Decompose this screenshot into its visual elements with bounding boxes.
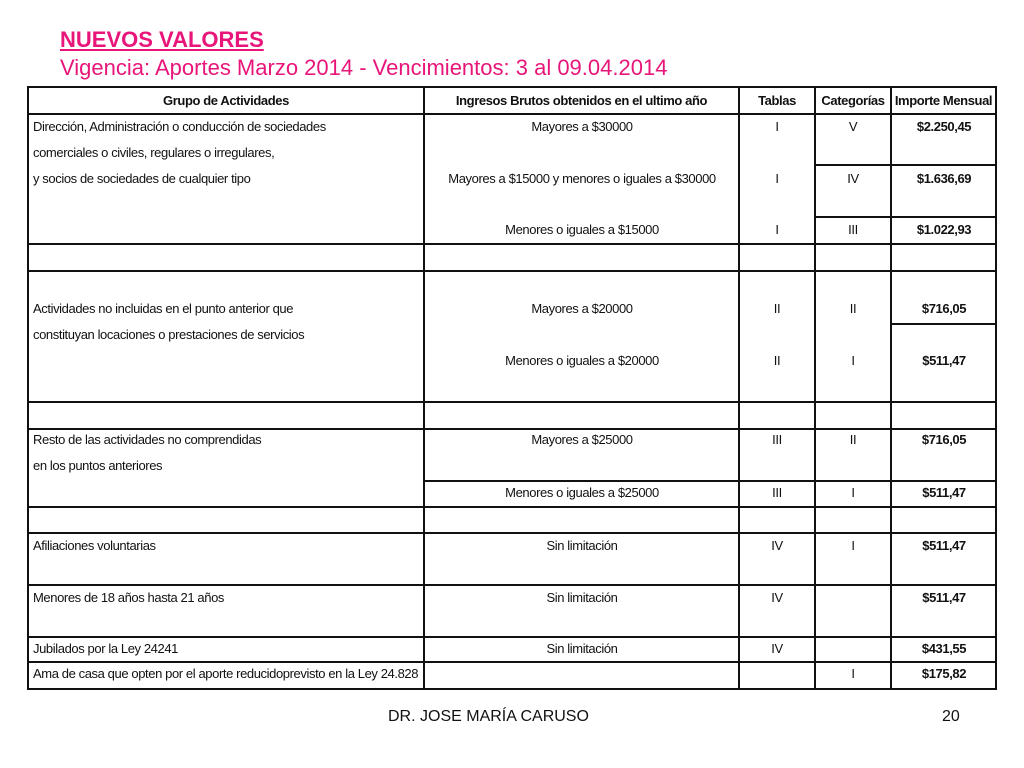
tablas-cell: I: [775, 119, 779, 134]
row-divider: [29, 661, 995, 663]
group-description: Dirección, Administración o conducción de sociedades: [33, 119, 326, 134]
tablas-cell: IV: [771, 538, 783, 553]
importe-cell: $511,47: [922, 485, 966, 500]
row-divider: [29, 401, 995, 403]
tablas-cell: IV: [771, 590, 783, 605]
row-divider: [423, 480, 995, 482]
ingresos-cell: Mayores a $30000: [531, 119, 633, 134]
ingresos-cell: Sin limitación: [546, 590, 618, 605]
footer-author: DR. JOSE MARÍA CARUSO: [388, 708, 589, 725]
row-divider: [814, 164, 995, 166]
row-divider: [29, 113, 995, 115]
importe-cell: $1.636,69: [916, 171, 972, 186]
page-title: NUEVOS VALORES: [60, 27, 264, 52]
ingresos-cell: Mayores a $20000: [531, 301, 633, 316]
categoria-cell: IV: [847, 171, 859, 186]
group-description: Actividades no incluidas en el punto anterior que: [33, 301, 294, 316]
values-table: [27, 86, 997, 690]
tablas-cell: II: [773, 353, 781, 368]
importe-cell: $716,05: [921, 432, 967, 447]
row-divider: [29, 584, 995, 586]
row-divider: [890, 323, 995, 325]
row-divider: [29, 506, 995, 508]
group-description: Resto de las actividades no comprendidas: [33, 432, 262, 447]
ingresos-cell: Sin limitación: [546, 641, 618, 656]
tablas-cell: III: [772, 432, 782, 447]
tablas-cell: IV: [771, 641, 783, 656]
tablas-cell: II: [773, 301, 781, 316]
row-divider: [29, 532, 995, 534]
group-description: en los puntos anteriores: [33, 458, 163, 473]
ingresos-cell: Menores o iguales a $20000: [505, 353, 659, 368]
categoria-cell: I: [851, 353, 855, 368]
categoria-cell: II: [849, 432, 857, 447]
tablas-cell: III: [772, 485, 782, 500]
ingresos-cell: Mayores a $25000: [531, 432, 633, 447]
header-importe: Importe Mensual: [894, 93, 993, 108]
row-divider: [29, 270, 995, 272]
row-divider: [29, 243, 995, 245]
group-description: Afiliaciones voluntarias: [33, 538, 156, 553]
categoria-cell: II: [849, 301, 857, 316]
page-subtitle: Vigencia: Aportes Marzo 2014 - Vencimientos: 3 al 09.04.2014: [60, 55, 668, 80]
importe-cell: $511,47: [922, 538, 966, 553]
ingresos-cell: Menores o iguales a $15000: [505, 222, 659, 237]
group-description: Ama de casa que opten por el aporte reducidoprevisto en la Ley 24.828: [33, 666, 419, 681]
group-description: Jubilados por la Ley 24241: [33, 641, 178, 656]
importe-cell: $1.022,93: [916, 222, 972, 237]
importe-cell: $511,47: [922, 590, 966, 605]
header-tablas: Tablas: [758, 93, 796, 108]
ingresos-cell: Sin limitación: [546, 538, 618, 553]
row-divider: [29, 636, 995, 638]
header-categorias: Categorías: [821, 93, 885, 108]
categoria-cell: V: [848, 119, 858, 134]
header-ingresos: Ingresos Brutos obtenidos en el ultimo año: [455, 93, 708, 108]
importe-cell: $716,05: [921, 301, 967, 316]
header-grupo: Grupo de Actividades: [163, 93, 289, 108]
tablas-cell: I: [775, 222, 779, 237]
group-description: constituyan locaciones o prestaciones de servicios: [33, 327, 305, 342]
importe-cell: $511,47: [922, 353, 966, 368]
page-number: 20: [942, 708, 960, 725]
row-divider: [814, 216, 995, 218]
categoria-cell: I: [851, 538, 855, 553]
group-description: y socios de sociedades de cualquier tipo: [33, 171, 251, 186]
group-description: comerciales o civiles, regulares o irregulares,: [33, 145, 275, 160]
tablas-cell: I: [775, 171, 779, 186]
group-description: Menores de 18 años hasta 21 años: [33, 590, 225, 605]
importe-cell: $175,82: [921, 666, 967, 681]
ingresos-cell: Mayores a $15000 y menores o iguales a $30000: [448, 171, 716, 186]
categoria-cell: I: [851, 485, 855, 500]
importe-cell: $431,55: [921, 641, 967, 656]
categoria-cell: I: [851, 666, 855, 681]
categoria-cell: III: [848, 222, 858, 237]
ingresos-cell: Menores o iguales a $25000: [505, 485, 659, 500]
row-divider: [29, 428, 995, 430]
importe-cell: $2.250,45: [916, 119, 972, 134]
